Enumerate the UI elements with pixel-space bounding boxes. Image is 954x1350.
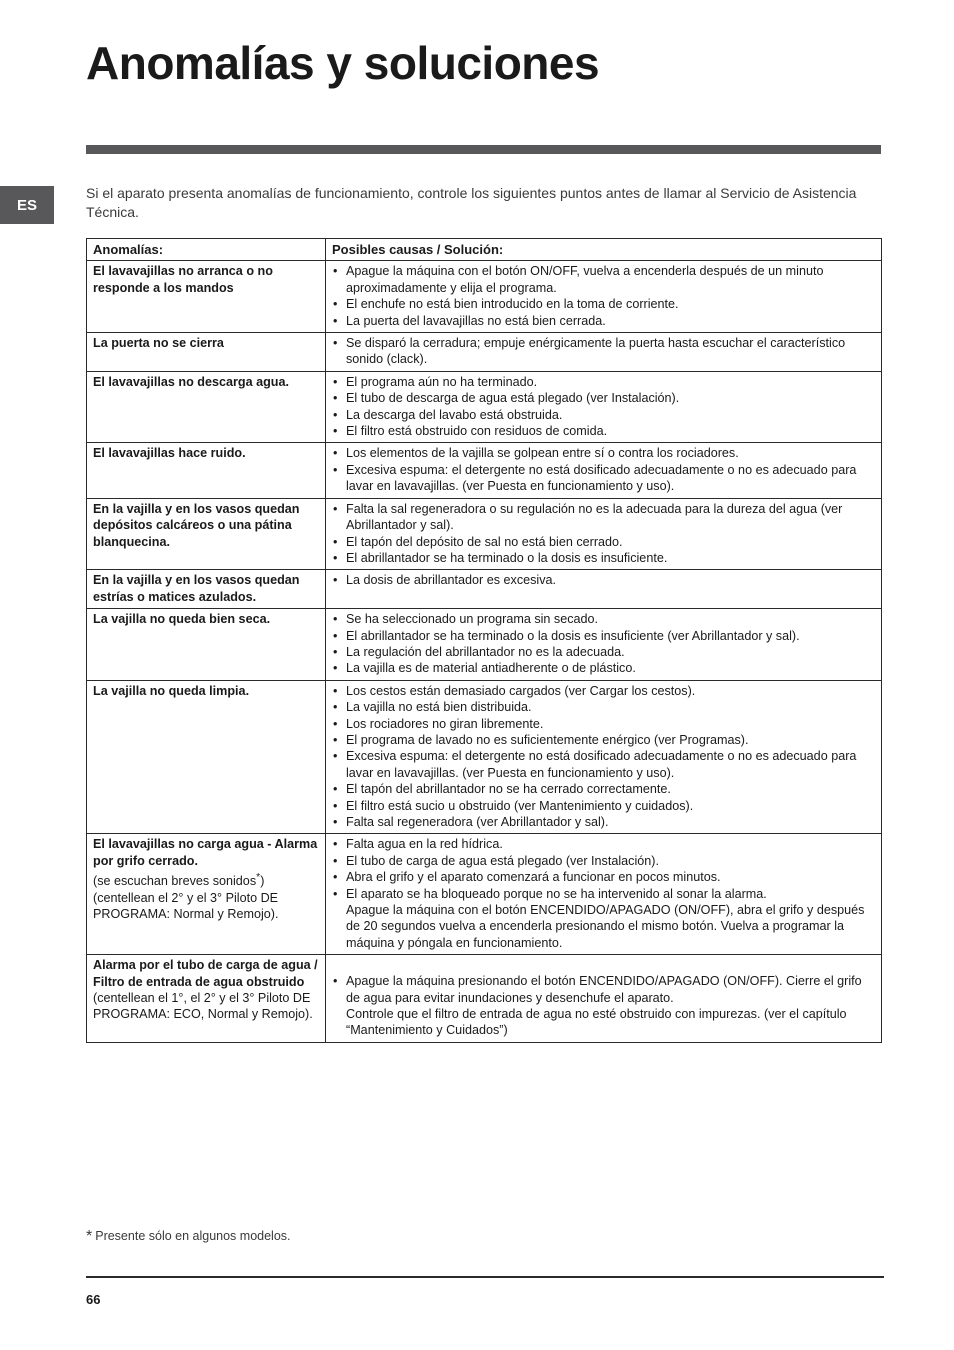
anomaly-cell bbox=[87, 680, 326, 834]
anomaly-title: El lavavajillas no descarga agua. bbox=[93, 374, 290, 389]
solution-cell bbox=[326, 371, 882, 443]
cause-continuation: Apague la máquina con el botón ENCENDIDO/APAGADO (ON/OFF), abra el grifo y después de 20 segundos vuelva a encenderla presionando el mismo botón. Vuelva a programar la máquina y póngala en funcionamiento. bbox=[346, 903, 865, 950]
anomaly-cell bbox=[87, 955, 326, 1043]
cause-item: • Abra el grifo y el aparato comenzará a funcionar en pocos minutos. bbox=[332, 869, 875, 885]
column-header-anomalies: Anomalías: bbox=[87, 239, 326, 261]
cause-item: • Se disparó la cerradura; empuje enérgicamente la puerta hasta escuchar el característico sonido (clack). bbox=[332, 335, 875, 368]
anomaly-title: El lavavajillas no carga agua - Alarma por grifo cerrado. bbox=[93, 837, 318, 868]
title-divider bbox=[86, 145, 881, 154]
cause-list bbox=[332, 263, 875, 329]
anomaly-title: Alarma por el tubo de carga de agua / Filtro de entrada de agua obstruido bbox=[93, 958, 318, 989]
cause-item: • Los rociadores no giran libremente. bbox=[332, 716, 875, 732]
cause-item: • La vajilla es de material antiadherente o de plástico. bbox=[332, 660, 875, 676]
cause-continuation: Controle que el filtro de entrada de agua no esté obstruido con impurezas. (ver el capítulo “Mantenimiento y Cuidados”) bbox=[346, 1007, 847, 1038]
cause-item bbox=[332, 973, 875, 1039]
cause-item: • La descarga del lavabo está obstruida. bbox=[332, 407, 875, 423]
anomaly-cell bbox=[87, 609, 326, 681]
cause-item: • El tapón del depósito de sal no está bien cerrado. bbox=[332, 534, 875, 550]
anomaly-cell bbox=[87, 333, 326, 372]
cause-item: • Excesiva espuma: el detergente no está dosificado adecuadamente o no es adecuado para lavar en lavavajillas. (ver Puesta en funcionamiento y uso). bbox=[332, 462, 875, 495]
table-row bbox=[87, 443, 882, 498]
anomaly-cell bbox=[87, 498, 326, 570]
anomaly-title: El lavavajillas no arranca o no responde a los mandos bbox=[93, 264, 273, 295]
table-row bbox=[87, 261, 882, 333]
cause-item: • El abrillantador se ha terminado o la dosis es insuficiente (ver Abrillantador y sal). bbox=[332, 628, 875, 644]
cause-item: • La regulación del abrillantador no es la adecuada. bbox=[332, 644, 875, 660]
solution-cell bbox=[326, 834, 882, 955]
cause-item bbox=[332, 886, 875, 952]
cause-item: • El filtro está sucio u obstruido (ver Mantenimiento y cuidados). bbox=[332, 798, 875, 814]
table-header-row bbox=[87, 239, 882, 261]
table-row bbox=[87, 609, 882, 681]
anomaly-cell bbox=[87, 261, 326, 333]
cause-item: • Los elementos de la vajilla se golpean entre sí o contra los rociadores. bbox=[332, 445, 875, 461]
table-row bbox=[87, 498, 882, 570]
cause-item: • El tubo de descarga de agua está plegado (ver Instalación). bbox=[332, 390, 875, 406]
anomaly-cell bbox=[87, 443, 326, 498]
cause-item: • El filtro está obstruido con residuos de comida. bbox=[332, 423, 875, 439]
anomaly-note: (centellean el 2° y el 3° Piloto DE PROGRAMA: Normal y Remojo). bbox=[93, 890, 279, 922]
anomaly-cell bbox=[87, 834, 326, 955]
anomaly-note-text: (se escuchan breves sonidos bbox=[93, 874, 257, 889]
cause-item: • El tapón del abrillantador no se ha cerrado correctamente. bbox=[332, 781, 875, 797]
cause-item: • El programa aún no ha terminado. bbox=[332, 374, 875, 390]
footnote bbox=[86, 1228, 291, 1246]
footnote-text: Presente sólo en algunos modelos. bbox=[95, 1229, 291, 1243]
cause-list bbox=[332, 374, 875, 440]
footer-divider bbox=[86, 1276, 884, 1278]
anomaly-note-close: ) bbox=[260, 874, 265, 889]
cause-item: • La puerta del lavavajillas no está bien cerrada. bbox=[332, 313, 875, 329]
anomaly-title: El lavavajillas hace ruido. bbox=[93, 446, 246, 461]
anomaly-title: La puerta no se cierra bbox=[93, 336, 224, 351]
solution-cell bbox=[326, 333, 882, 372]
cause-list bbox=[332, 611, 875, 677]
troubleshooting-table bbox=[86, 238, 882, 1043]
cause-list bbox=[332, 973, 875, 1039]
table-body bbox=[87, 261, 882, 1042]
anomaly-cell bbox=[87, 371, 326, 443]
cause-item: • El abrillantador se ha terminado o la dosis es insuficiente. bbox=[332, 550, 875, 566]
table-row bbox=[87, 955, 882, 1043]
cause-item: • Los cestos están demasiado cargados (ver Cargar los cestos). bbox=[332, 683, 875, 699]
anomaly-title: En la vajilla y en los vasos quedan estrías o matices azulados. bbox=[93, 573, 300, 604]
cause-item: • Se ha seleccionado un programa sin secado. bbox=[332, 611, 875, 627]
asterisk-icon: * bbox=[86, 1228, 93, 1245]
language-tab: ES bbox=[0, 186, 54, 224]
page-number: 66 bbox=[86, 1292, 101, 1307]
cause-text: • El aparato se ha bloqueado porque no se ha intervenido al sonar la alarma. bbox=[346, 886, 767, 901]
cause-item: • Apague la máquina con el botón ON/OFF, vuelva a encenderla después de un minuto aproximadamente y elija el programa. bbox=[332, 263, 875, 296]
cause-list bbox=[332, 683, 875, 831]
cause-item: • Falta la sal regeneradora o su regulación no es la adecuada para la dureza del agua (ver Abrillantador y sal). bbox=[332, 501, 875, 534]
cause-list bbox=[332, 501, 875, 567]
solution-cell bbox=[326, 261, 882, 333]
cause-list bbox=[332, 836, 875, 951]
cause-item: • La dosis de abrillantador es excesiva. bbox=[332, 572, 875, 588]
cause-list bbox=[332, 572, 875, 588]
cell-spacer bbox=[332, 957, 875, 973]
cause-text: • Apague la máquina presionando el botón ENCENDIDO/APAGADO (ON/OFF). Cierre el grifo de agua para evitar inundaciones y desenchufe el aparato. bbox=[346, 974, 862, 1005]
table-row bbox=[87, 371, 882, 443]
cause-item: • La vajilla no está bien distribuida. bbox=[332, 699, 875, 715]
anomaly-cell bbox=[87, 570, 326, 609]
anomaly-title: En la vajilla y en los vasos quedan depósitos calcáreos o una pátina blanquecina. bbox=[93, 501, 300, 549]
column-header-solutions: Posibles causas / Solución: bbox=[326, 239, 882, 261]
cause-item: • Excesiva espuma: el detergente no está dosificado adecuadamente o no es adecuado para lavar en lavavajillas. (ver Puesta en funcionamiento y uso). bbox=[332, 748, 875, 781]
solution-cell bbox=[326, 570, 882, 609]
cause-list bbox=[332, 445, 875, 494]
solution-cell bbox=[326, 955, 882, 1043]
cause-item: • Falta agua en la red hídrica. bbox=[332, 836, 875, 852]
table-row bbox=[87, 680, 882, 834]
solution-cell bbox=[326, 443, 882, 498]
anomaly-note: (centellean el 1°, el 2° y el 3° Piloto DE PROGRAMA: ECO, Normal y Remojo). bbox=[93, 991, 313, 1022]
intro-paragraph: Si el aparato presenta anomalías de funcionamiento, controle los siguientes puntos antes de llamar al Servicio de Asistencia Técnica. bbox=[86, 185, 857, 220]
solution-cell bbox=[326, 680, 882, 834]
anomaly-note bbox=[93, 869, 319, 890]
anomaly-title: La vajilla no queda limpia. bbox=[93, 683, 250, 698]
table-row bbox=[87, 834, 882, 955]
table-row bbox=[87, 570, 882, 609]
asterisk-mark: * bbox=[256, 871, 261, 884]
solution-cell bbox=[326, 609, 882, 681]
cause-list bbox=[332, 335, 875, 368]
anomaly-title: La vajilla no queda bien seca. bbox=[93, 612, 271, 627]
cause-item: • El programa de lavado no es suficientemente enérgico (ver Programas). bbox=[332, 732, 875, 748]
cause-item: • El tubo de carga de agua está plegado (ver Instalación). bbox=[332, 853, 875, 869]
page-title: Anomalías y soluciones bbox=[86, 37, 600, 89]
cause-item: • Falta sal regeneradora (ver Abrillantador y sal). bbox=[332, 814, 875, 830]
table-row bbox=[87, 333, 882, 372]
cause-item: • El enchufe no está bien introducido en la toma de corriente. bbox=[332, 296, 875, 312]
solution-cell bbox=[326, 498, 882, 570]
